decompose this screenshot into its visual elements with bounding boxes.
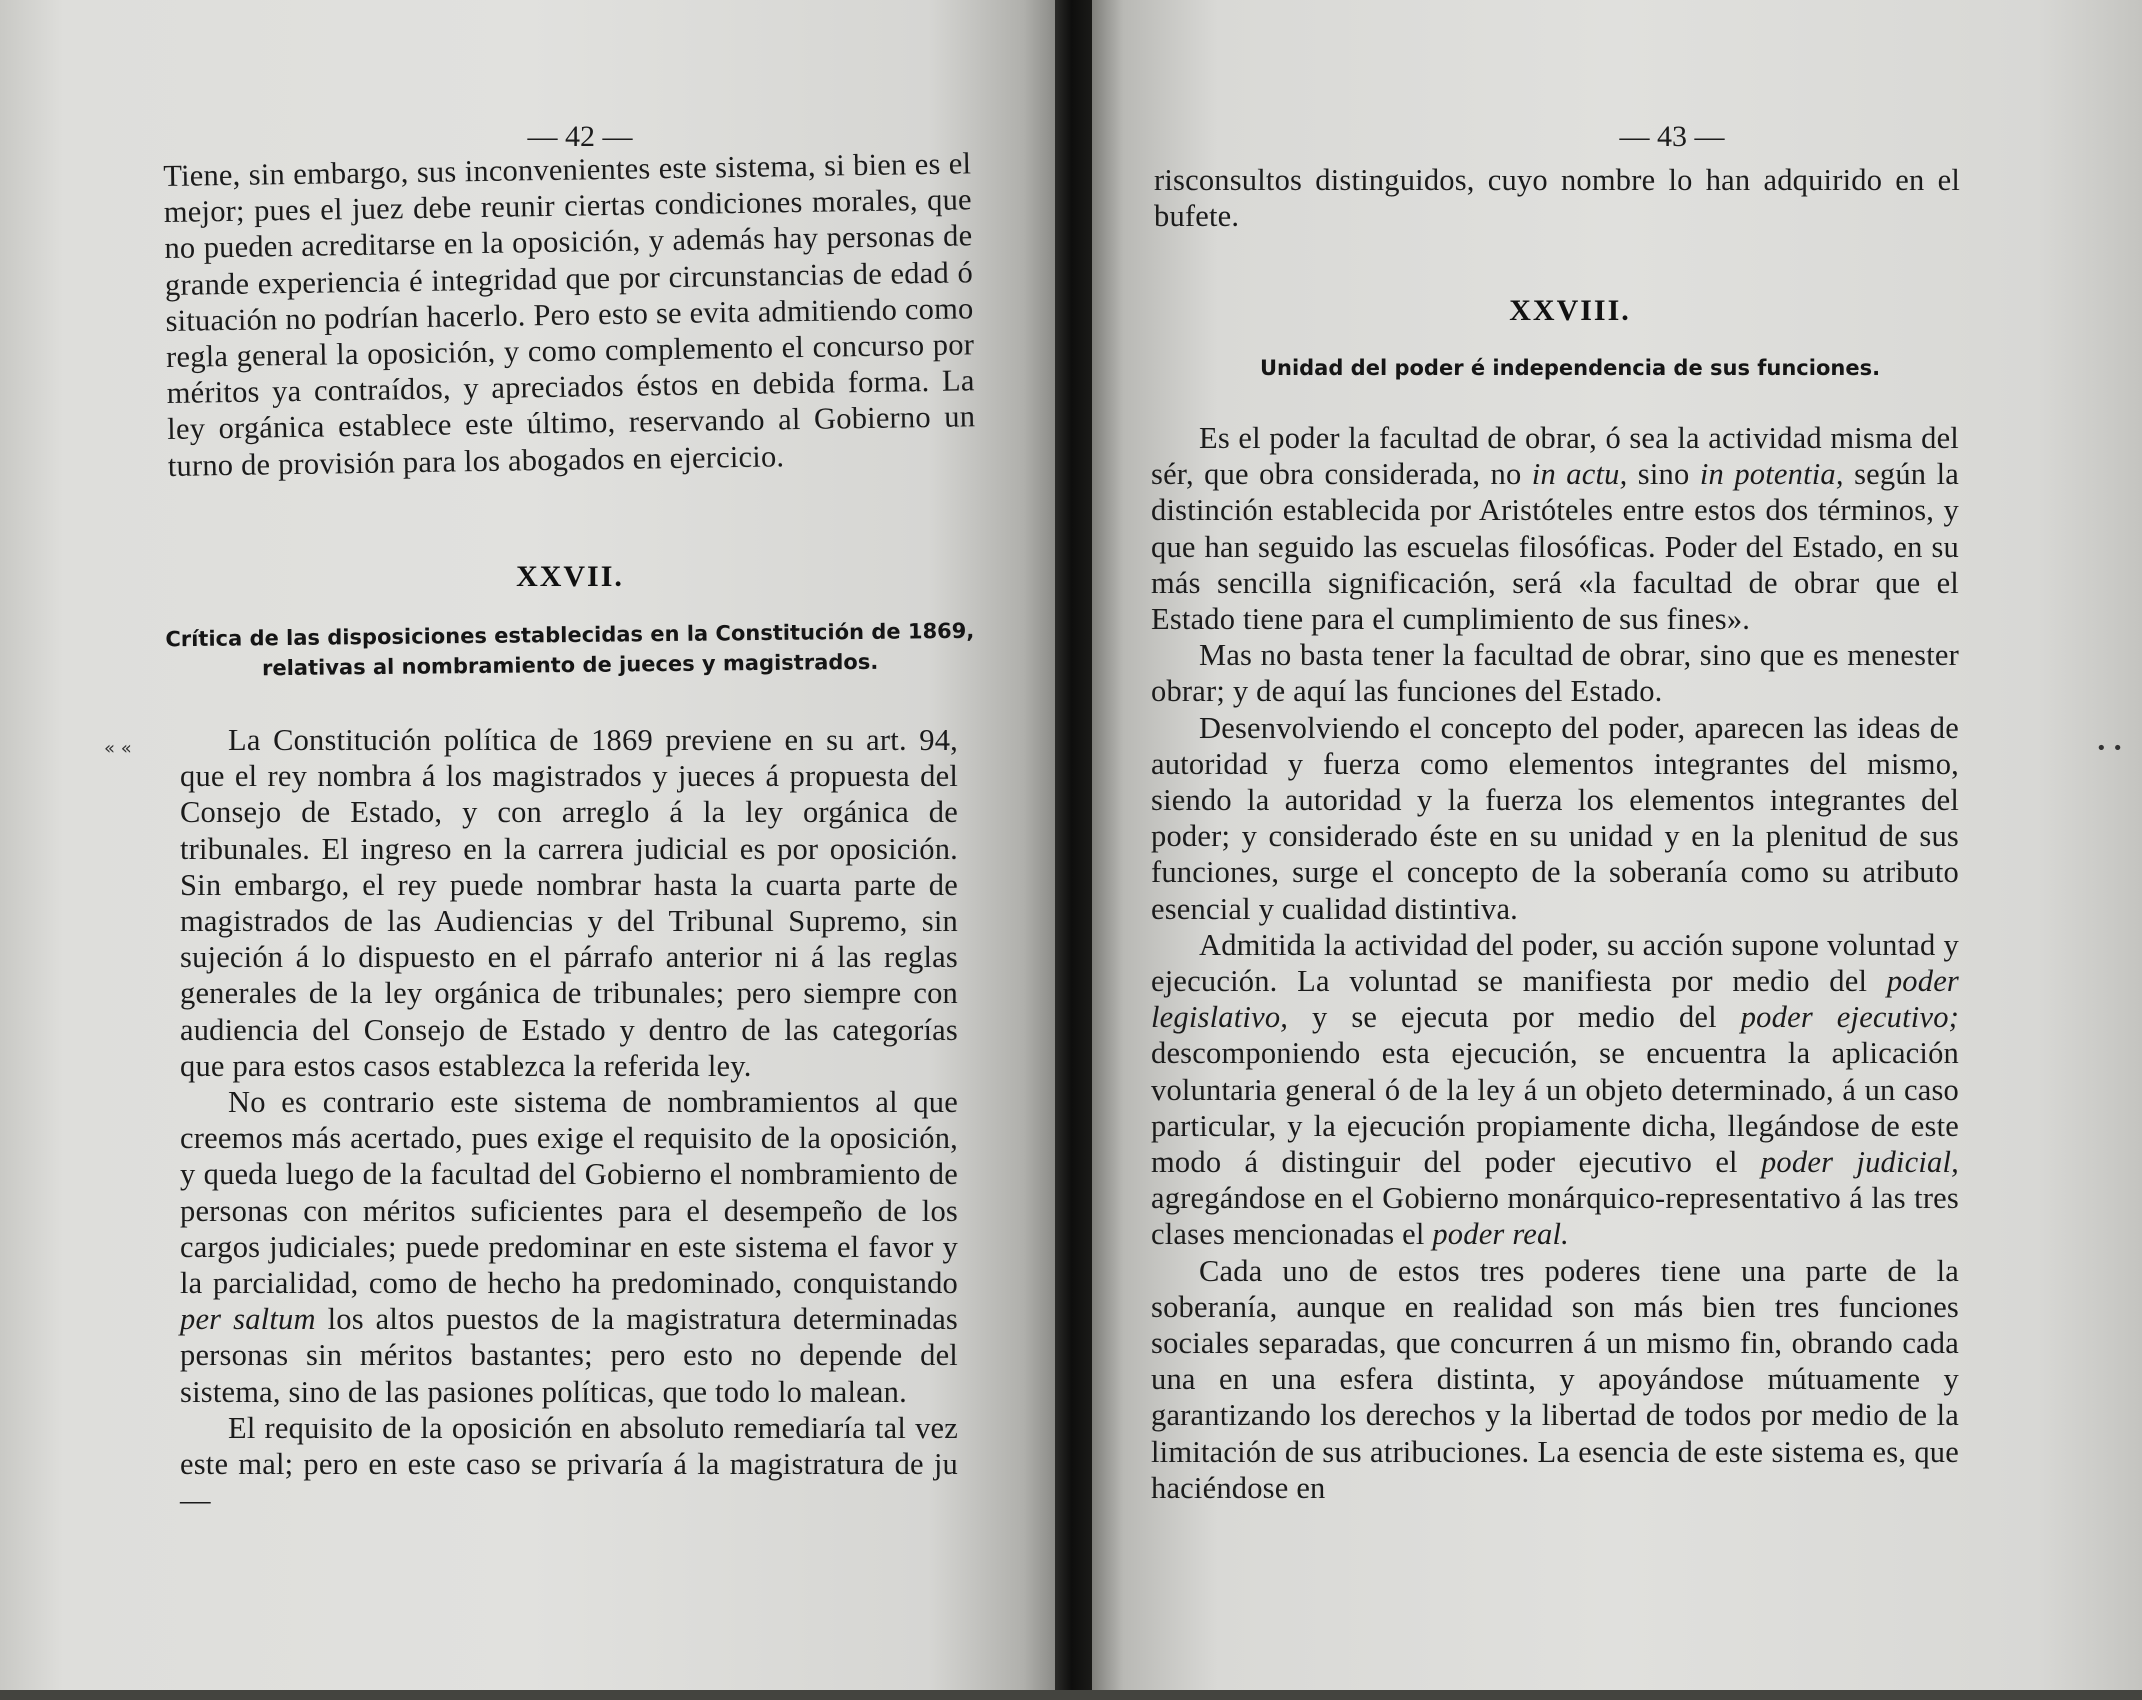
left-paragraph-2-italic: per saltum	[180, 1302, 316, 1337]
section-title-line-2: relativas al nombramiento de jueces y magistrados.	[261, 649, 879, 681]
right-p4-italic-4: poder real.	[1432, 1217, 1569, 1252]
book-gutter	[1055, 0, 1092, 1700]
right-top-paragraph	[1154, 162, 1960, 234]
section-number-xxviii: XXVIII.	[1509, 294, 1631, 327]
right-p4-b: y se ejecuta por medio del	[1312, 1000, 1717, 1035]
section-title-xxviii: Unidad del poder é independencia de sus funciones.	[1259, 356, 1881, 380]
section-number-xxvii: XXVII.	[516, 560, 624, 593]
section-title-line-1: Crítica de las disposiciones establecidas en la Constitución de 1869,	[165, 618, 975, 652]
right-p1-italic-2: in potentia,	[1699, 457, 1844, 492]
right-body-text	[1151, 420, 1959, 1506]
section-title-xxvii	[160, 616, 981, 685]
right-margin-mark: • •	[2096, 738, 2123, 759]
right-p1-c: según la distinción establecida por Aristóteles entre estos dos términos, y que han seguido las escuelas filosóficas. Poder del Estado, en su más sencilla significación, será «la facultad de obrar que el Estado tiene para el cumplimiento de sus fines».	[1151, 457, 1960, 637]
left-page	[0, 0, 1055, 1700]
left-paragraph-2-part-b: los altos puestos de la magistratura determinadas personas sin méritos bastantes; pero esto no depende del sistema, sino de las pasiones políticas, que todo lo malean.	[180, 1302, 959, 1409]
right-p1-a: Es el poder la facultad de obrar, ó sea la actividad misma del sér, que obra considerada, no	[1151, 421, 1959, 492]
right-p4-italic-1: poder legislativo,	[1151, 964, 1960, 1035]
right-p4-c: descomponiendo esta ejecución, se encuentra la aplicación voluntaria general ó de la ley á un objeto determinado, á un caso particular, y la ejecución propiamente dicha, llegándose de este modo á distinguir del poder ejecutivo el	[1151, 1036, 1959, 1180]
right-p4-d: agregándose en el Gobierno monárquico-representativo á las tres clases mencionadas el	[1151, 1181, 1959, 1252]
right-p1-b: sino	[1637, 457, 1690, 492]
left-margin-mark: « «	[104, 738, 132, 759]
right-paragraph-1	[1151, 420, 1959, 637]
right-paragraph-2: Mas no basta tener la facultad de obrar, sino que es menester obrar; y de aquí las funciones del Estado.	[1151, 638, 1959, 709]
right-p4-italic-2: poder ejecutivo;	[1740, 1000, 1960, 1035]
left-paragraph-3: El requisito de la oposición en absoluto remediaría tal vez este mal; pero en este caso se privaría á la magistratura de ju—	[180, 1410, 958, 1518]
left-paragraph-continuation: Tiene, sin embargo, sus inconvenientes este sistema, si bien es el mejor; pues el juez debe reunir ciertas condiciones morales, que no pueden acreditarse en la oposición, y además hay personas de grande experiencia é integridad que por circunstancias de edad ó situación no podrían hacerlo. Pero esto se evita admitiendo como regla general la oposición, y como complemento el concurso por méritos ya contraídos, y apreciados éstos en debida forma. La ley orgánica establece este último, reservando al Gobierno un turno de provisión para los abogados en ejercicio.	[163, 146, 976, 483]
right-p4-italic-3: poder judicial,	[1760, 1145, 1959, 1180]
right-page-number: — 43 —	[1619, 120, 1725, 153]
left-body-text	[180, 722, 958, 1518]
right-p1-italic-1: in actu,	[1531, 457, 1628, 492]
left-paragraph-2-part-a: No es contrario este sistema de nombramientos al que creemos más acertado, pues exige el requisito de la oposición, y queda luego de la facultad del Gobierno el nombramiento de personas con méritos suficientes para el desempeño de los cargos judiciales; puede predominar en este sistema el favor y la parcialidad, como de hecho ha predominado, conquistando	[180, 1085, 958, 1301]
scan-bottom-edge	[0, 1690, 2142, 1700]
right-p4-a: Admitida la actividad del poder, su acción supone voluntad y ejecución. La voluntad se manifiesta por medio del	[1151, 927, 1959, 999]
left-paragraph-1: La Constitución política de 1869 previene en su art. 94, que el rey nombra á los magistrados y jueces á propuesta del Consejo de Estado, y con arreglo á la ley orgánica de tribunales. El ingreso en la carrera judicial es por oposición. Sin embargo, el rey puede nombrar hasta la cuarta parte de magistrados de las Audiencias y del Tribunal Supremo, sin sujeción á lo dispuesto en el párrafo anterior ni á las reglas generales de la ley orgánica de tribunales; pero siempre con audiencia del Consejo de Estado y dentro de las categorías que para estos casos establezca la referida ley.	[180, 723, 958, 1083]
left-top-paragraph	[163, 145, 976, 483]
left-paragraph-2	[180, 1084, 958, 1410]
right-paragraph-4	[1151, 927, 1959, 1253]
right-paragraph-5: Cada uno de estos tres poderes tiene una parte de la soberanía, aunque en realidad son más bien tres funciones sociales separadas, que concurren á un mismo fin, obrando cada una en una esfera distinta, y apoyándose mútuamente y garantizando los derechos y la libertad de todos por medio de la limitación de sus atribuciones. La esencia de este sistema es, que haciéndose en	[1151, 1253, 1959, 1505]
left-page-number: — 42 —	[527, 120, 633, 153]
right-paragraph-3: Desenvolviendo el concepto del poder, aparecen las ideas de autoridad y fuerza como elementos integrantes del mismo, siendo la autoridad y la fuerza los elementos integrantes del poder; y considerado éste en su unidad y en la plenitud de sus funciones, surge el concepto de la soberanía como su atributo esencial y cualidad distintiva.	[1151, 710, 1959, 926]
right-paragraph-continuation: risconsultos distinguidos, cuyo nombre lo han adquirido en el bufete.	[1154, 163, 1960, 234]
